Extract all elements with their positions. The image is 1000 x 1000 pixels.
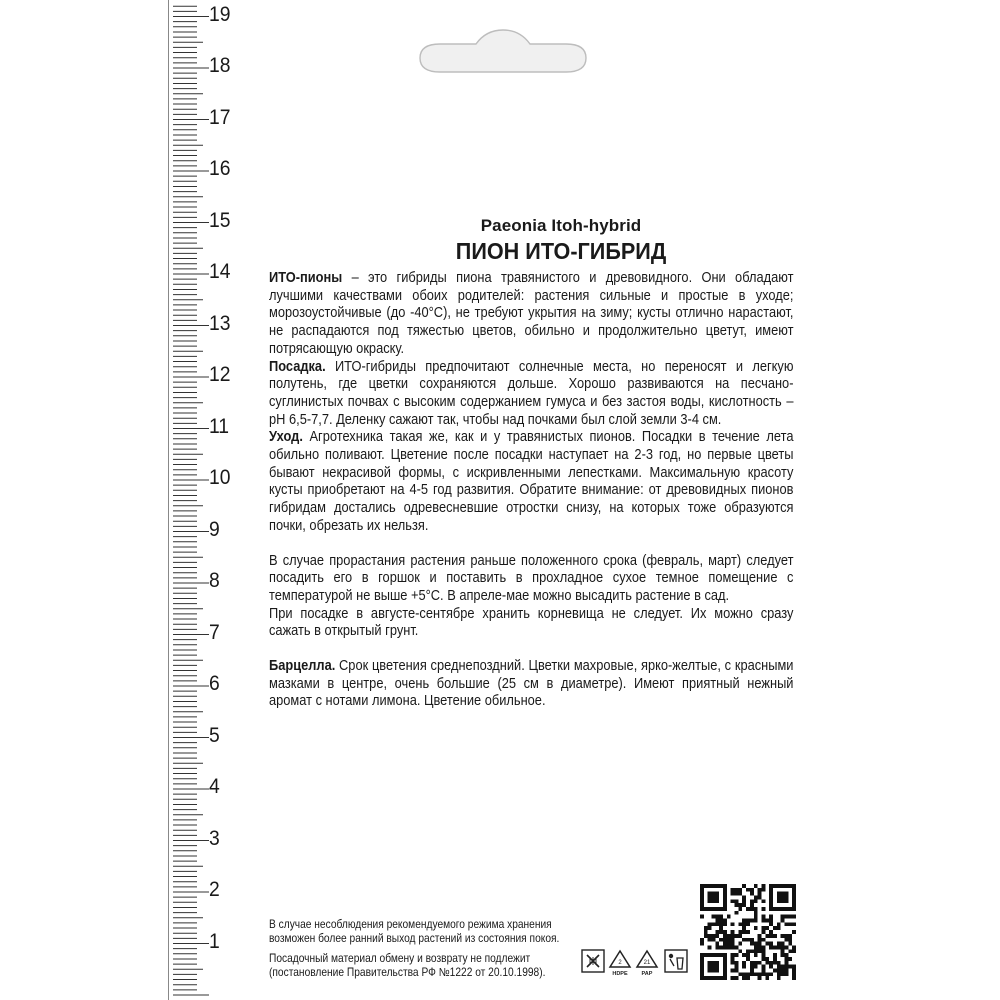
hang-tab-outline <box>418 28 588 74</box>
ruler-number: 10 <box>209 466 231 489</box>
footer-line-2: возможен более ранний выход растений из состояния покоя. <box>269 932 560 945</box>
footer-line-1: В случае несоблюдения рекомендуемого режима хранения <box>269 918 552 931</box>
ruler-number: 14 <box>209 260 231 283</box>
packaging-icons <box>581 947 693 977</box>
ruler-number: 13 <box>209 311 231 335</box>
storage-paragraph-2: При посадке в августе-сентябре хранить корневища не следует. Их можно сразу сажать в открытый грунт. <box>269 605 794 640</box>
product-title: ПИОН ИТО-ГИБРИД <box>455 238 667 264</box>
ruler-number: 18 <box>209 54 231 77</box>
footer-line-4: (постановление Правительства РФ №1222 от 20.10.1998). <box>269 966 546 979</box>
hdpe-label: HDPE <box>612 971 628 977</box>
planting-text: ИТО-гибриды предпочитают солнечные места, но переносят и легкую полутень, где цветки сохраняются дольше. Хорошо развиваются на песчано-суглинистых почвах с высоким содержанием гумуса и без застоя воды, кислотность – pH 6,5-7,7. Деленку сажают так, чтобы над почками был слой земли 3-4 см. <box>269 358 794 428</box>
latin-title: Paeonia Itoh-hybrid <box>480 216 642 235</box>
pap-label: PAP <box>641 971 653 977</box>
variety-paragraph <box>269 658 793 711</box>
ruler-number: 7 <box>209 620 220 644</box>
recycle-hdpe-icon <box>610 951 630 977</box>
ruler-number: 1 <box>209 929 220 953</box>
ruler-number: 9 <box>209 517 220 541</box>
ruler-number: 11 <box>209 414 230 438</box>
ruler-number: 5 <box>209 723 220 747</box>
trash-bin-icon <box>665 950 687 972</box>
care-paragraph <box>269 429 793 535</box>
intro-text: – это гибриды пиона травянистого и древовидного. Они обладают лучшими качествами обоих родителей: растения сильные и простые в уходе; морозоустойчивые (до -40°С), не требуют укрытия на зиму; кусты отлично нарастают, не распадаются под тяжестью цветов, обильно и продолжительно цветут, имеют потрясающую окраску. <box>269 270 794 357</box>
planting-paragraph <box>269 359 793 430</box>
ruler-number: 2 <box>209 878 220 901</box>
ruler-number: 6 <box>209 672 220 695</box>
svg-text:21: 21 <box>643 960 651 966</box>
ruler-number: 19 <box>209 2 231 26</box>
qr-code <box>700 884 796 980</box>
recycle-pap-icon <box>637 951 657 977</box>
care-label: Уход. <box>269 429 303 446</box>
storage-paragraph-1: В случае прорастания растения раньше положенного срока (февраль, март) следует посадить его в горшок и поставить в прохладное сухое темное помещение с температурой не выше +5°С. В апреле-мае можно высадить растение в сад. <box>269 552 794 604</box>
ruler-ticks <box>168 0 238 1000</box>
no-food-icon <box>582 950 604 972</box>
ruler-number: 3 <box>209 826 220 850</box>
planting-label: Посадка. <box>269 358 326 375</box>
intro-label: ИТО-пионы <box>269 270 343 286</box>
ruler <box>168 0 238 1000</box>
ruler-number: 16 <box>209 157 231 180</box>
care-text: Агротехника такая же, как и у травянистых пионов. Посадки в течение лета обильно поливают. Цветение после посадки наступает на 2-3 год, но первые цветы бывают некрасивой формы, с искривленными лепестками. Максимальную красоту кусты приобретают на 4-5 год развития. Обратите внимание: от древовидных пионов гибридам достались одревесневшие отростки снизу, на которых тоже образуются почки, обрезать их нельзя. <box>269 429 794 534</box>
variety-label: Барцелла. <box>269 658 336 675</box>
intro-paragraph <box>269 270 793 359</box>
ruler-number: 8 <box>209 569 220 592</box>
footer-line-3: Посадочный материал обмену и возврату не подлежит <box>269 952 531 965</box>
svg-text:2: 2 <box>618 960 622 966</box>
ruler-number: 4 <box>209 775 220 798</box>
ruler-number: 15 <box>209 208 231 232</box>
footer-note <box>269 918 609 980</box>
variety-text: Срок цветения среднепоздний. Цветки махровые, ярко-желтые, с красными мазками в центре, очень большие (25 см в диаметре). Имеют приятный нежный аромат с нотами лимона. Цветение обильное. <box>269 658 794 710</box>
description-block <box>269 215 793 711</box>
ruler-number: 17 <box>209 105 231 129</box>
ruler-number: 12 <box>209 363 231 386</box>
